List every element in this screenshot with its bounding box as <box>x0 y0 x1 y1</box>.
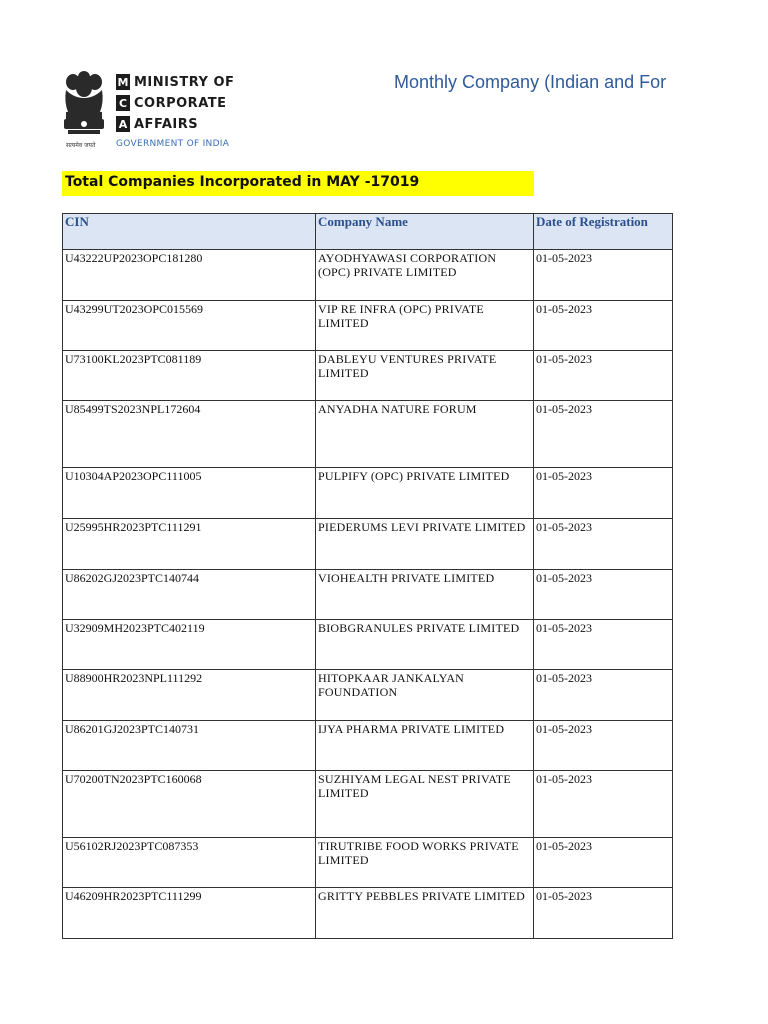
logo-row <box>116 93 234 113</box>
emblem-motto: सत्यमेव जयते <box>66 142 96 149</box>
date-cell: 01-05-2023 <box>534 519 673 570</box>
table-row <box>63 670 673 721</box>
company-name-cell: AYODHYAWASI CORPORATION (OPC) PRIVATE LIMITED <box>316 250 534 301</box>
column-header-cin: CIN <box>63 214 316 250</box>
date-cell: 01-05-2023 <box>534 838 673 888</box>
company-name-cell: PIEDERUMS LEVI PRIVATE LIMITED <box>316 519 534 570</box>
company-name-cell: TIRUTRIBE FOOD WORKS PRIVATE LIMITED <box>316 838 534 888</box>
cin-cell: U88900HR2023NPL111292 <box>63 670 316 721</box>
column-header-date: Date of Registration <box>534 214 673 250</box>
table-row <box>63 570 673 620</box>
table-row <box>63 888 673 939</box>
date-cell: 01-05-2023 <box>534 570 673 620</box>
company-name-cell: HITOPKAAR JANKALYAN FOUNDATION <box>316 670 534 721</box>
cin-cell: U32909MH2023PTC402119 <box>63 620 316 670</box>
date-cell: 01-05-2023 <box>534 301 673 351</box>
company-name-cell: GRITTY PEBBLES PRIVATE LIMITED <box>316 888 534 939</box>
date-cell: 01-05-2023 <box>534 620 673 670</box>
logo-letter: A <box>116 116 130 132</box>
company-name-cell: PULPIFY (OPC) PRIVATE LIMITED <box>316 468 534 519</box>
logo-row <box>116 114 234 134</box>
logo-letter: C <box>116 95 130 111</box>
cin-cell: U43299UT2023OPC015569 <box>63 301 316 351</box>
date-cell: 01-05-2023 <box>534 888 673 939</box>
table-row <box>63 771 673 838</box>
cin-cell: U86202GJ2023PTC140744 <box>63 570 316 620</box>
company-name-cell: IJYA PHARMA PRIVATE LIMITED <box>316 721 534 771</box>
table-row <box>63 351 673 401</box>
cin-cell: U86201GJ2023PTC140731 <box>63 721 316 771</box>
date-cell: 01-05-2023 <box>534 721 673 771</box>
cin-cell: U25995HR2023PTC111291 <box>63 519 316 570</box>
company-name-cell: VIOHEALTH PRIVATE LIMITED <box>316 570 534 620</box>
mca-logo <box>116 72 234 135</box>
date-cell: 01-05-2023 <box>534 468 673 519</box>
report-title: Monthly Company (Indian and For <box>394 72 667 92</box>
cin-cell: U56102RJ2023PTC087353 <box>63 838 316 888</box>
national-emblem-icon <box>60 68 108 152</box>
table-row <box>63 620 673 670</box>
cin-cell: U10304AP2023OPC111005 <box>63 468 316 519</box>
cin-cell: U46209HR2023PTC111299 <box>63 888 316 939</box>
registration-table <box>62 213 673 939</box>
cin-cell: U70200TN2023PTC160068 <box>63 771 316 838</box>
company-name-cell: DABLEYU VENTURES PRIVATE LIMITED <box>316 351 534 401</box>
logo-word: AFFAIRS <box>134 116 199 132</box>
table-row <box>63 721 673 771</box>
date-cell: 01-05-2023 <box>534 351 673 401</box>
date-cell: 01-05-2023 <box>534 670 673 721</box>
logo-letter: M <box>117 75 129 89</box>
logo-word: CORPORATE <box>134 95 227 111</box>
table-row <box>63 250 673 301</box>
government-of-india-label: GOVERNMENT OF INDIA <box>116 139 230 149</box>
table-row <box>63 838 673 888</box>
table-row <box>63 401 673 468</box>
cin-cell: U43222UP2023OPC181280 <box>63 250 316 301</box>
table-header-row <box>63 214 673 250</box>
cin-cell: U73100KL2023PTC081189 <box>63 351 316 401</box>
date-cell: 01-05-2023 <box>534 250 673 301</box>
total-companies-banner <box>62 171 534 196</box>
table-row <box>63 301 673 351</box>
company-name-cell: VIP RE INFRA (OPC) PRIVATE LIMITED <box>316 301 534 351</box>
date-cell: 01-05-2023 <box>534 401 673 468</box>
company-name-cell: BIOBGRANULES PRIVATE LIMITED <box>316 620 534 670</box>
column-header-company-name: Company Name <box>316 214 534 250</box>
total-companies-label: Total Companies Incorporated in MAY -17019 <box>65 174 420 190</box>
logo-row <box>116 72 234 92</box>
cin-cell: U85499TS2023NPL172604 <box>63 401 316 468</box>
logo-word: MINISTRY OF <box>134 74 235 90</box>
table-row <box>63 519 673 570</box>
table-row <box>63 468 673 519</box>
company-name-cell: SUZHIYAM LEGAL NEST PRIVATE LIMITED <box>316 771 534 838</box>
company-name-cell: ANYADHA NATURE FORUM <box>316 401 534 468</box>
date-cell: 01-05-2023 <box>534 771 673 838</box>
